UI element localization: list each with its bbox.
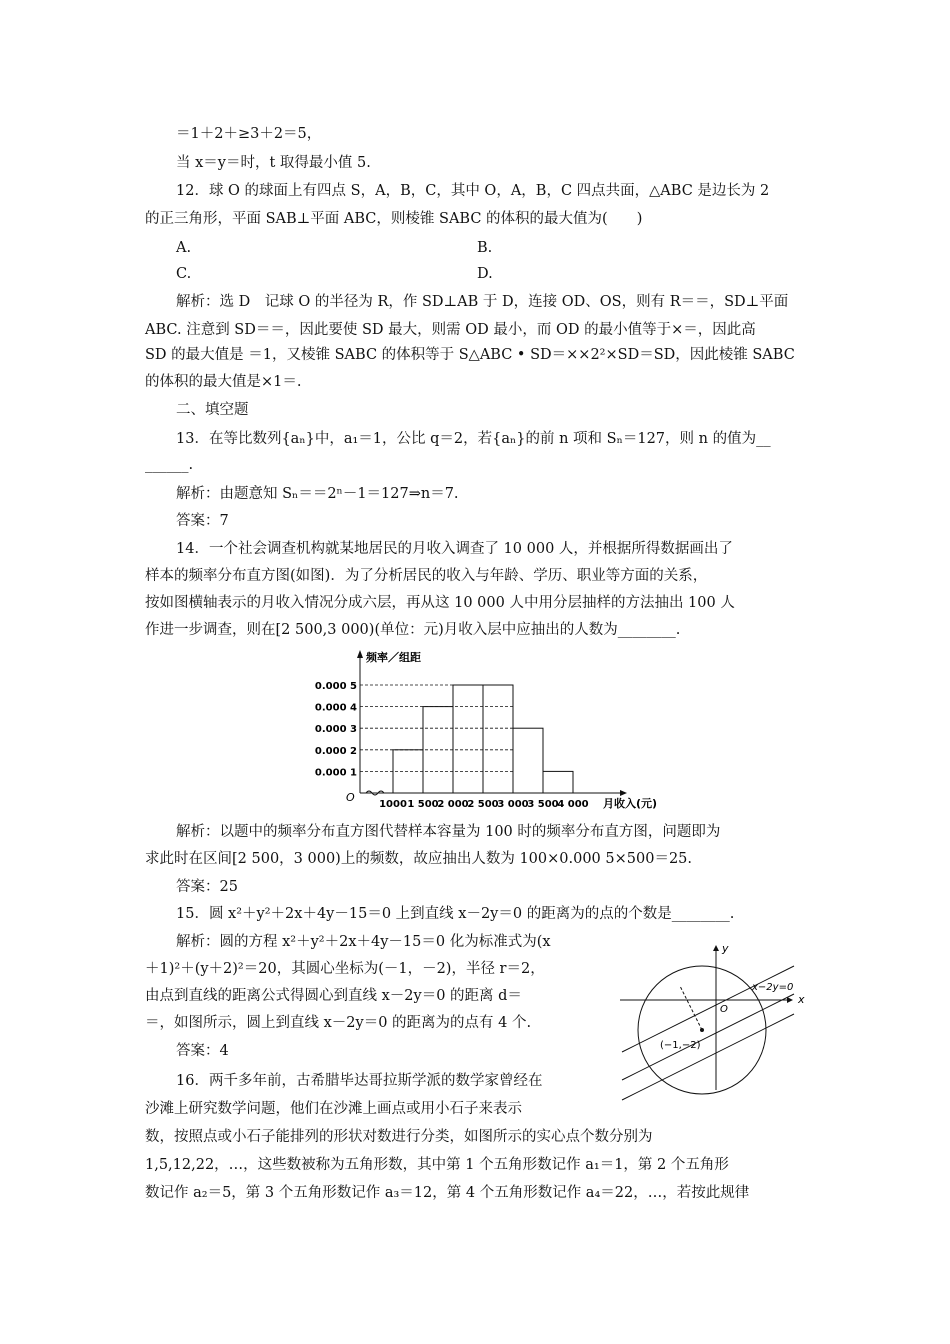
answer-15: 答案：4 bbox=[176, 1043, 229, 1059]
question-14: 14．一个社会调查机构就某地居民的月收入调查了 10 000 人，并根据所得数据画出了 bbox=[176, 541, 733, 557]
x-axis-title: 月收入(元) bbox=[603, 797, 658, 810]
x-tick-label: 1 500 bbox=[407, 799, 439, 810]
question-13: 13．在等比数列{aₙ}中，a₁＝1，公比 q＝2，若{aₙ}的前 n 项和 Sₙ＝127，则 n 的值为__ bbox=[176, 431, 771, 447]
y-axis-label: y bbox=[722, 942, 729, 955]
x-tick-label: 4 000 bbox=[557, 799, 589, 810]
line-label: x−2y=0 bbox=[752, 982, 794, 993]
question-14-cont: 作进一步调查，则在[2 500,3 000)(单位：元)月收入层中应抽出的人数为________. bbox=[145, 622, 681, 638]
solution-12-cont: ABC. 注意到 SD＝＝，因此要使 SD 最大，则需 OD 最小，而 OD 的最小值等于×＝，因此高 bbox=[145, 322, 756, 338]
option-c: C. bbox=[176, 266, 192, 282]
x-tick-label: 3 000 bbox=[497, 799, 529, 810]
x-tick-label: 2 000 bbox=[437, 799, 469, 810]
x-tick-label: 1000 bbox=[379, 799, 407, 810]
option-a: A. bbox=[176, 240, 192, 256]
solution-15-cont: ＝，如图所示，圆上到直线 x－2y＝0 的距离为的点有 4 个. bbox=[145, 1015, 532, 1031]
solution-12-cont: SD 的最大值是 ＝1，又棱锥 SABC 的体积等于 S△ABC • SD＝××2²×SD＝SD，因此棱锥 SABC bbox=[145, 347, 795, 363]
solution-14-cont: 求此时在区间[2 500，3 000)上的频数，故应抽出人数为 100×0.000 5×500＝25. bbox=[145, 851, 692, 867]
solution-14: 解析：以题中的频率分布直方图代替样本容量为 100 时的频率分布直方图，问题即为 bbox=[176, 824, 721, 840]
y-tick-label: 0.000 1 bbox=[314, 767, 357, 779]
option-b: B. bbox=[477, 240, 493, 256]
text-line: 当 x＝y＝时，t 取得最小值 5. bbox=[176, 155, 371, 171]
y-tick-label: 0.000 4 bbox=[314, 702, 357, 714]
solution-15: 解析：圆的方程 x²＋y²＋2x＋4y－15＝0 化为标准式为(x bbox=[176, 934, 551, 950]
question-14-cont: 按如图横轴表示的月收入情况分成六层，再从这 10 000 人中用分层抽样的方法抽出 100 人 bbox=[145, 595, 735, 611]
y-axis-title: 频率／组距 bbox=[366, 651, 421, 664]
question-16-cont: 数，按照点或小石子能排列的形状对数进行分类，如图所示的实心点个数分别为 bbox=[145, 1129, 653, 1145]
y-tick-label: 0.000 3 bbox=[314, 724, 357, 736]
solution-15-cont: 由点到直线的距离公式得圆心到直线 x－2y＝0 的距离 d＝ bbox=[145, 988, 522, 1004]
answer-13: 答案：7 bbox=[176, 513, 229, 529]
center-point bbox=[700, 1028, 704, 1032]
x-tick-label: 3 500 bbox=[527, 799, 559, 810]
option-d: D. bbox=[477, 266, 493, 282]
distance-segment bbox=[680, 986, 702, 1030]
question-16: 16．两千多年前，古希腊毕达哥拉斯学派的数学家曾经在 bbox=[176, 1073, 543, 1089]
y-tick-label: 0.000 5 bbox=[314, 681, 357, 692]
question-15: 15．圆 x²＋y²＋2x＋4y－15＝0 上到直线 x－2y＝0 的距离为的点的个数是________. bbox=[176, 906, 735, 922]
answer-14: 答案：25 bbox=[176, 879, 238, 895]
section-heading: 二、填空题 bbox=[176, 402, 249, 418]
origin-label: O bbox=[720, 1004, 728, 1015]
histogram-bar bbox=[453, 685, 483, 793]
question-13-cont: ______. bbox=[145, 457, 194, 473]
x-axis-label: x bbox=[798, 993, 805, 1006]
parallel-line bbox=[622, 1014, 794, 1100]
x-axis-arrow bbox=[620, 790, 627, 796]
question-14-cont: 样本的频率分布直方图(如图)．为了分析居民的收入与年龄、学历、职业等方面的关系， bbox=[145, 568, 708, 584]
line-x-2y bbox=[622, 994, 794, 1080]
question-16-cont: 沙滩上研究数学问题，他们在沙滩上画点或用小石子来表示 bbox=[145, 1101, 522, 1117]
y-axis-arrow bbox=[357, 650, 363, 658]
solution-13: 解析：由题意知 Sₙ＝＝2ⁿ－1＝127⇒n＝7. bbox=[176, 486, 459, 502]
solution-12: 解析：选 D 记球 O 的半径为 R，作 SD⊥AB 于 D，连接 OD、OS，则有 R＝＝，SD⊥平面 bbox=[176, 294, 789, 310]
circle-line-figure bbox=[612, 940, 805, 1100]
origin-label: O bbox=[346, 791, 355, 804]
frequency-histogram bbox=[290, 648, 710, 816]
histogram-bar bbox=[483, 685, 513, 793]
histogram-bar bbox=[513, 728, 543, 793]
question-12: 12．球 O 的球面上有四点 S，A，B，C，其中 O，A，B，C 四点共面，△ABC 是边长为 2 bbox=[176, 183, 770, 199]
text-line: ＝1＋2＋≥3＋2＝5， bbox=[176, 126, 322, 142]
solution-15-cont: ＋1)²＋(y＋2)²＝20，其圆心坐标为(－1，－2)，半径 r＝2， bbox=[145, 961, 545, 977]
y-tick-label: 0.000 2 bbox=[314, 745, 357, 757]
solution-12-cont: 的体积的最大值是×1＝. bbox=[145, 374, 302, 390]
histogram-bar bbox=[543, 771, 573, 793]
parallel-line bbox=[622, 966, 794, 1052]
center-label: (−1,−2) bbox=[660, 1040, 701, 1051]
x-tick-label: 2 500 bbox=[467, 799, 499, 810]
question-12-cont: 的正三角形，平面 SAB⊥平面 ABC，则棱锥 SABC 的体积的最大值为( ) bbox=[145, 211, 643, 227]
question-16-cont: 数记作 a₂＝5，第 3 个五角形数记作 a₃＝12，第 4 个五角形数记作 a₄＝22，…，若按此规律 bbox=[145, 1185, 750, 1201]
question-16-cont: 1,5,12,22，…，这些数被称为五角形数，其中第 1 个五角形数记作 a₁＝1，第 2 个五角形 bbox=[145, 1157, 729, 1173]
